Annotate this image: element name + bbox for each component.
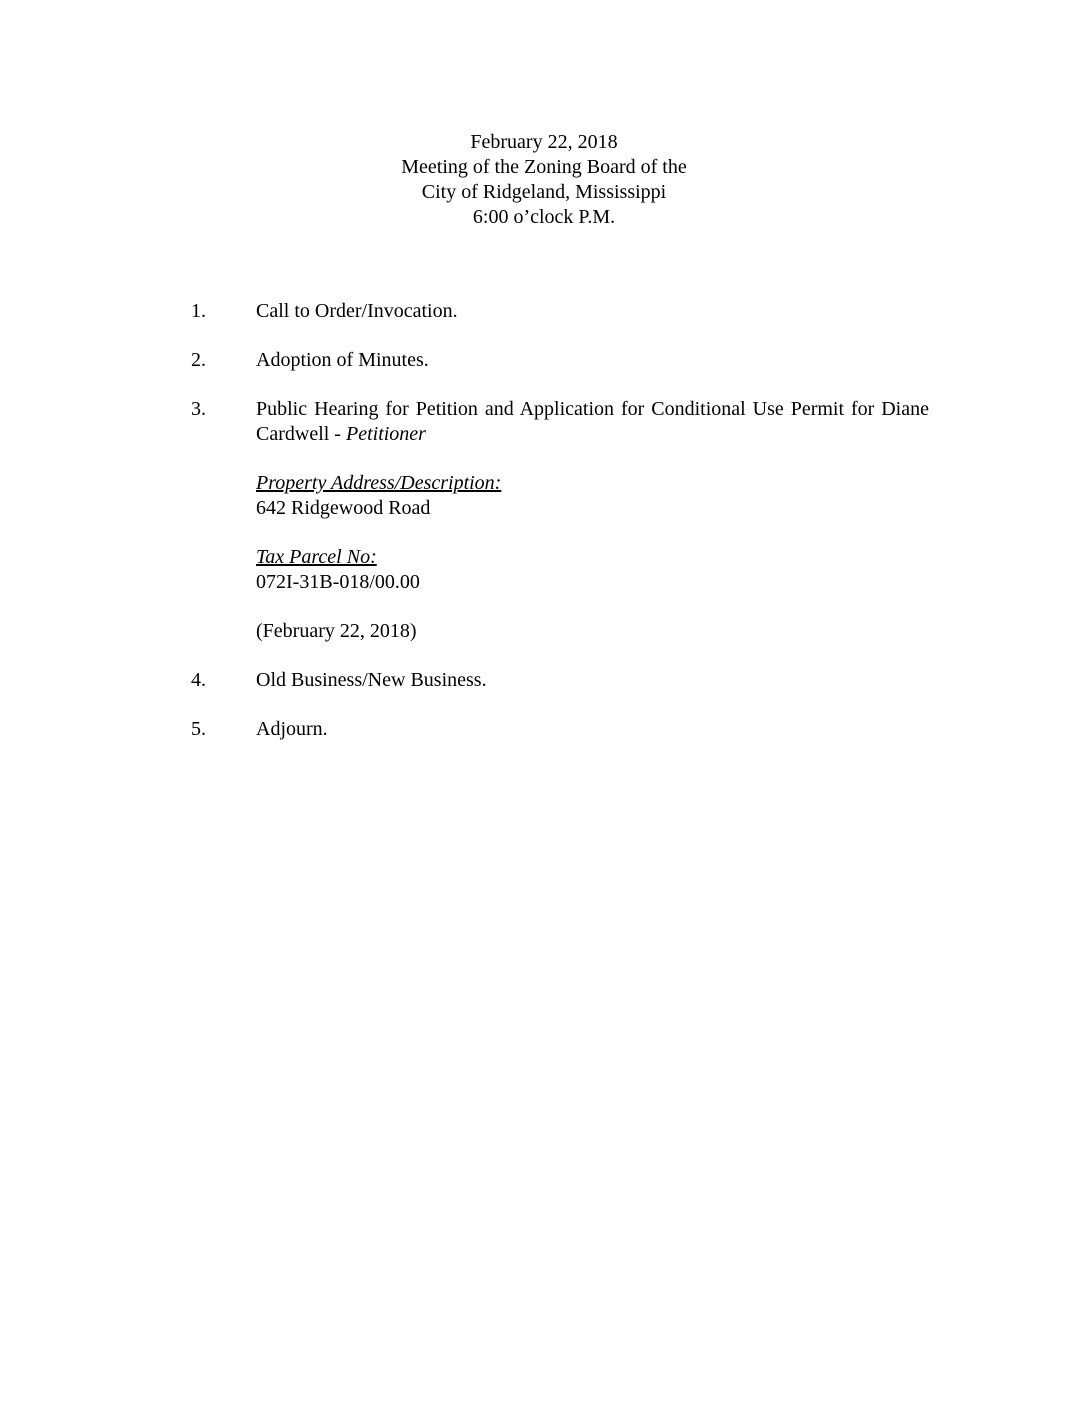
hearing-date-note: (February 22, 2018) [256,620,417,642]
agenda-item-number: 1. [191,300,206,322]
agenda-item-5 [191,717,929,742]
meeting-date: February 22, 2018 [470,131,618,153]
agenda-item-number: 2. [191,349,206,371]
agenda-list [191,299,929,766]
agenda-item-3 [191,397,929,644]
agenda-item-number: 4. [191,669,206,691]
agenda-item-2 [191,348,929,373]
agenda-item-text: Call to Order/Invocation. [256,300,458,322]
property-label: Property Address/Description: [256,472,502,494]
parcel-label: Tax Parcel No: [256,546,377,568]
petitioner-role: Petitioner [345,423,426,445]
parcel-block [256,545,929,595]
agenda-item-text: Adoption of Minutes. [256,349,429,371]
agenda-item-4 [191,668,929,693]
agenda-item-number: 5. [191,718,206,740]
agenda-item-text [256,397,929,447]
hearing-description: Public Hearing for Petition and Application for Conditional Use Permit for Diane Cardwell - [256,398,929,445]
property-block [256,471,929,521]
agenda-item-text: Adjourn. [256,718,328,740]
meeting-title: Meeting of the Zoning Board of the [401,156,687,178]
meeting-header [0,130,1088,230]
agenda-item-text: Old Business/New Business. [256,669,487,691]
agenda-item-1 [191,299,929,324]
meeting-time: 6:00 o’clock P.M. [472,206,616,228]
agenda-item-number: 3. [191,398,206,420]
parcel-number: 072I-31B-018/00.00 [256,571,420,593]
meeting-city: City of Ridgeland, Mississippi [421,181,667,203]
property-address: 642 Ridgewood Road [256,497,431,519]
